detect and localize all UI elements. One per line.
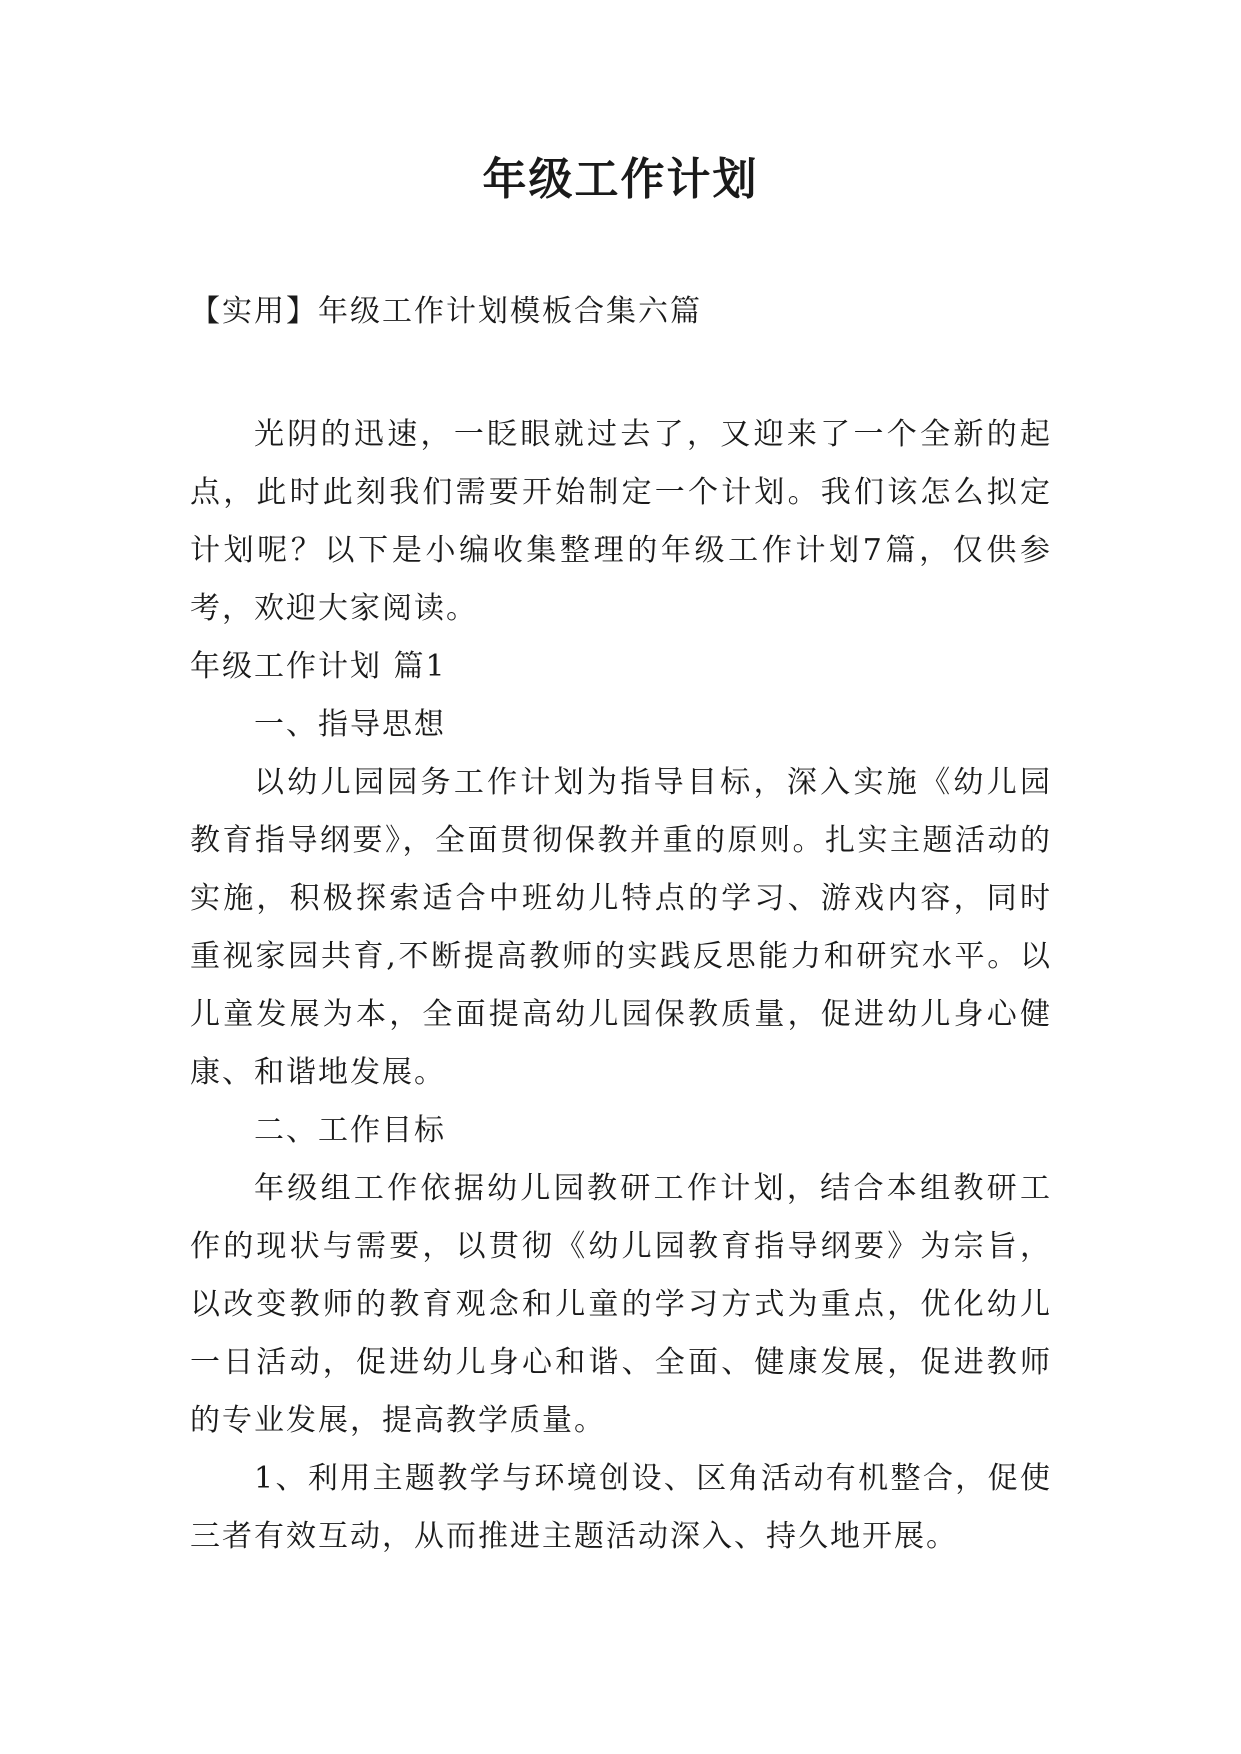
body-paragraph: 年级工作计划 篇1: [190, 649, 447, 684]
body-paragraph: 1、利用主题教学与环境创设、区角活动有机整合，促使三者有效互动，从而推进主题活动深入、持久地开展。: [190, 1461, 1052, 1554]
body-paragraph: 二、工作目标: [254, 1113, 446, 1148]
body-paragraph: 光阴的迅速，一眨眼就过去了，又迎来了一个全新的起点，此时此刻我们需要开始制定一个计划。我们该怎么拟定计划呢？以下是小编收集整理的年级工作计划7篇，仅供参考，欢迎大家阅读。: [190, 417, 1052, 626]
document-body: [190, 406, 1052, 1566]
body-paragraph: 以幼儿园园务工作计划为指导目标，深入实施《幼儿园教育指导纲要》，全面贯彻保教并重的原则。扎实主题活动的实施，积极探索适合中班幼儿特点的学习、游戏内容，同时重视家园共育,不断提高教师的实践反思能力和研究水平。以儿童发展为本，全面提高幼儿园保教质量，促进幼儿身心健康、和谐地发展。: [190, 765, 1052, 1090]
document-title: 年级工作计划: [482, 154, 759, 205]
document-subtitle: 【实用】年级工作计划模板合集六篇: [190, 294, 702, 329]
body-paragraph: 一、指导思想: [254, 707, 446, 742]
body-paragraph: 年级组工作依据幼儿园教研工作计划，结合本组教研工作的现状与需要，以贯彻《幼儿园教育指导纲要》为宗旨，以改变教师的教育观念和儿童的学习方式为重点，优化幼儿一日活动，促进幼儿身心和谐、全面、健康发展，促进教师的专业发展，提高教学质量。: [190, 1171, 1052, 1438]
